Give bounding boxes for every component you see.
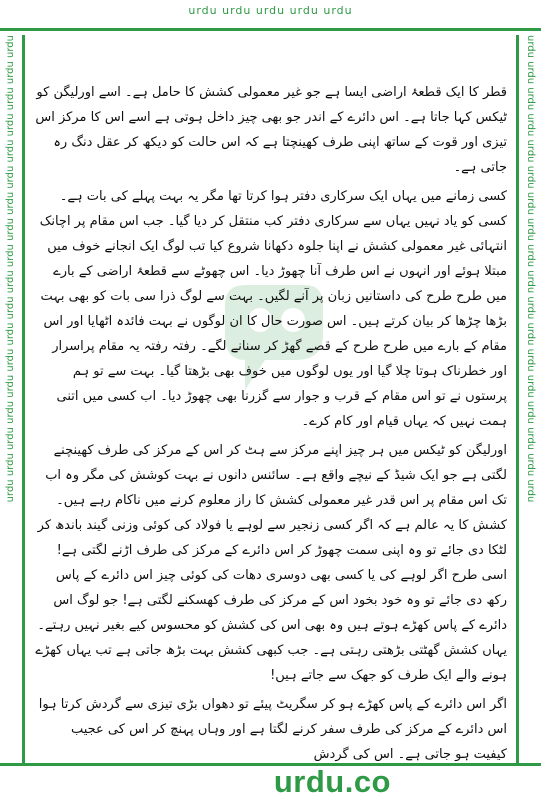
paragraph-1: قطر کا ایک قطعۂ اراضی ایسا ہے جو غیر معمولی کشش کا حامل ہے۔ اسے اورلیگن کو ٹیکس کہا جاتا ہے۔ اس دائرے کے اندر جو بھی چیز داخل ہوتی ہے اسے اس کا مرکز اس تیزی اور قوت کے ساتھ اپنی طرف کھینچتا ہے کہ اس حالت کو دیکھ کر عقل دنگ رہ جاتی ہے۔ [35, 85, 507, 175]
header-band [0, 0, 541, 30]
left-border [0, 35, 25, 765]
top-divider [0, 28, 541, 31]
paragraph-4: اگر اس دائرے کے پاس کھڑے ہو کر سگریٹ پیئے تو دھواں بڑی تیزی سے گردش کرتا ہوا اس دائرے کے مرکز کی طرف سفر کرنے لگتا ہے اور وہاں پہنچ کر اس کی عجیب کیفیت ہو جاتی ہے۔ اس کی گردش [38, 697, 507, 762]
header-watermark-text: urdu urdu urdu urdu urdu [188, 4, 353, 17]
right-border [516, 35, 541, 765]
paragraph-3: اورلیگن کو ٹیکس میں ہر چیز اپنے مرکز سے ہٹ کر اس کے مرکز کی طرف کھینچنے لگتی ہے جو ایک شیڈ کے نیچے واقع ہے۔ سائنس دانوں نے بہت کوشش کی مگر وہ اب تک اس مقام پر اس قدر غیر معمولی کشش کا راز معلوم کرنے میں ناکام رہے ہیں۔ کشش کا یہ عالم ہے کہ اگر کسی زنجیر سے لوہے یا فولاد کی کوئی وزنی گیند باندھ کر لٹکا دی جائے تو وہ اپنی سمت چھوڑ کر اس دائرے کے مرکز کی طرف اڑنے لگتی ہے! اسی طرح اگر لوہے کی یا کسی بھی دوسری دھات کی کوئی چیز اس دائرے کے پاس رکھ دی جائے تو وہ خود بخود اس کے مرکز کی طرف کھسکنے لگتی ہے! جو لوگ اس دائرے کے پاس کھڑے ہوتے ہیں وہ بھی اس کی کشش کو محسوس کیے بغیر نہیں رہتے۔ یہاں کشش گھٹتی بڑھتی رہتی ہے۔ جب کبھی کشش بہت بڑھ جاتی ہے تب یہاں کھڑے ہونے والے ایک طرف کو جھک سے جاتے ہیں! [35, 443, 507, 683]
right-border-text: urdu urdu urdu urdu urdu urdu urdu urdu urdu urdu urdu urdu urdu urdu urdu urdu urdu urdu [525, 35, 536, 503]
article-body [34, 80, 507, 771]
footer [0, 766, 541, 800]
footer-logo[interactable]: urdu.co [273, 764, 391, 799]
left-border-text: urdu urdu urdu urdu urdu urdu urdu urdu urdu urdu urdu urdu urdu urdu urdu urdu urdu urdu [5, 35, 16, 503]
paragraph-2: کسی زمانے میں یہاں ایک سرکاری دفتر ہوا کرتا تھا مگر یہ بہت پہلے کی بات ہے۔ کسی کو یاد نہیں یہاں سے سرکاری دفتر کب منتقل کر دیا گیا۔ جب اس مقام پر اچانک انتہائی غیر معمولی کشش نے اپنا جلوہ دکھانا شروع کیا تب لوگ ایک انجانے خوف میں مبتلا ہوئے اور انہوں نے اس طرف آنا چھوڑ دیا۔ اس چھوٹے سے قطعۂ اراضی کے بارے میں طرح طرح کی داستانیں زبان پر آنے لگیں۔ بہت سے لوگ ذرا سی بات کو بھی بہت بڑھا چڑھا کر بیان کرتے ہیں۔ اس صورت حال کا ان لوگوں نے بہت فائدہ اٹھایا اور اس مقام کے بارے میں طرح طرح کے قصے گھڑ کر سنانے لگے۔ رفتہ رفتہ یہ مقام پراسرار اور خطرناک ہوتا چلا گیا اور یوں لوگوں میں خوف بھی بڑھتا گیا۔ بہت سے تو ہم پرستوں نے تو اس مقام کے قرب و جوار سے گزرنا بھی چھوڑ دیا۔ اب کسی میں اتنی ہمت نہیں کہ یہاں قیام اور کام کرے۔ [39, 189, 507, 429]
